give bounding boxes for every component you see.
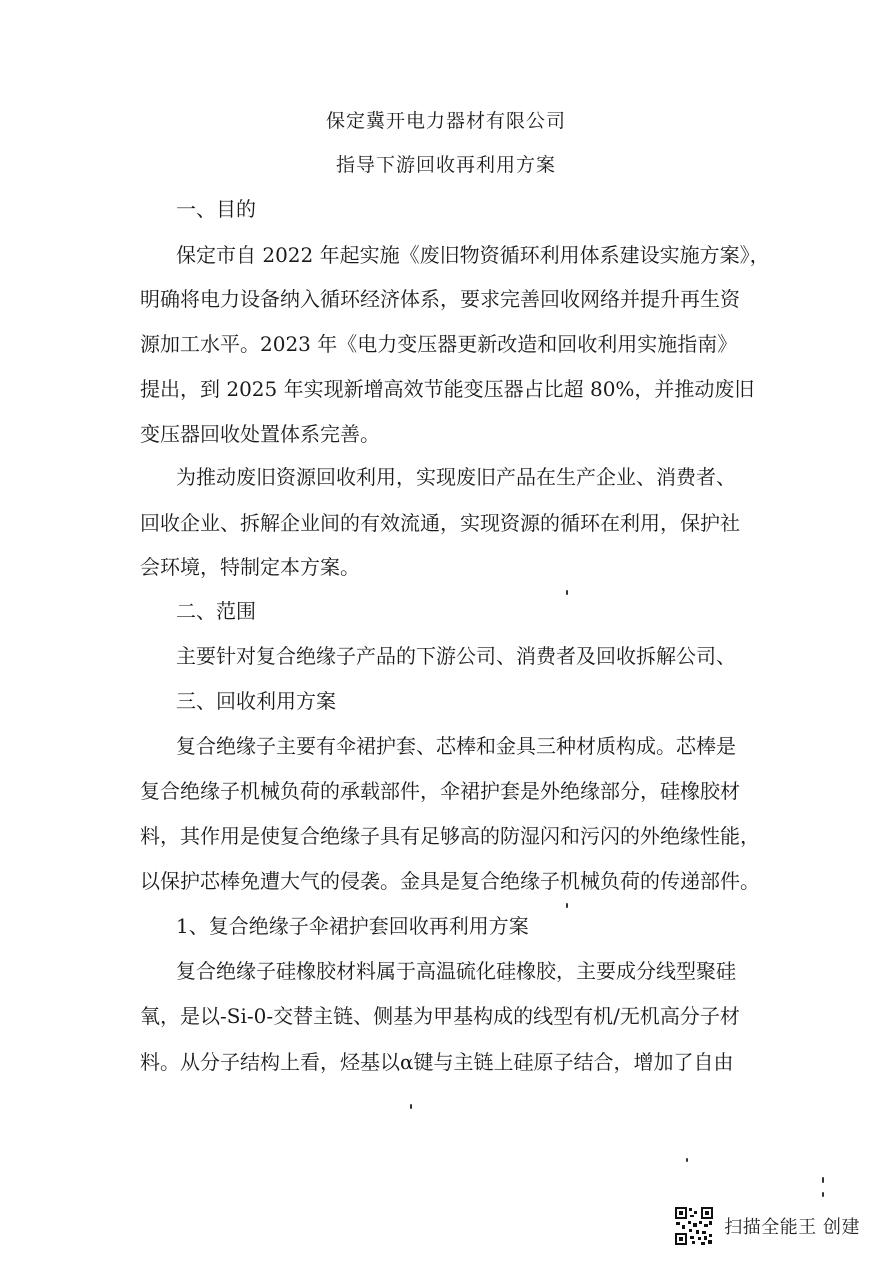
paragraph-line: 变压器回收处置体系完善。	[140, 422, 380, 446]
scan-speck	[686, 1158, 688, 1162]
subsection-heading: 1、复合绝缘子伞裙护套回收再利用方案	[176, 914, 529, 938]
scan-speck	[566, 903, 568, 908]
document-title-company: 保定冀开电力器材有限公司	[325, 110, 566, 132]
qr-code-icon	[674, 1206, 714, 1246]
scan-speck	[822, 1177, 824, 1183]
paragraph-line: 料。从分子结构上看，烃基以α键与主链上硅原子结合，增加了自由	[140, 1050, 734, 1074]
scan-speck	[410, 1104, 412, 1109]
scanner-watermark	[674, 1205, 860, 1247]
scan-speck	[566, 590, 568, 595]
paragraph-line: 复合绝缘子机械负荷的承载部件，伞裙护套是外绝缘部分，硅橡胶材	[140, 779, 740, 803]
paragraph-line: 明确将电力设备纳入循环经济体系，要求完善回收网络并提升再生资	[140, 287, 740, 311]
section-heading-purpose: 一、目的	[176, 197, 256, 221]
section-heading-recycling-plan: 三、回收利用方案	[176, 689, 336, 713]
section-heading-scope: 二、范围	[176, 599, 256, 623]
paragraph-line: 回收企业、拆解企业间的有效流通，实现资源的循环在利用，保护社	[140, 511, 740, 535]
paragraph-line: 料，其作用是使复合绝缘子具有足够高的防湿闪和污闪的外绝缘性能，	[140, 824, 760, 848]
paragraph-line: 提出，到 2025 年实现新增高效节能变压器占比超 80%，并推动废旧	[140, 377, 755, 401]
paragraph-line: 会环境，特制定本方案。	[140, 555, 360, 579]
paragraph-line: 源加工水平。2023 年《电力变压器更新改造和回收利用实施指南》	[140, 332, 738, 356]
paragraph-line: 保定市自 2022 年起实施《废旧物资循环利用体系建设实施方案》，	[176, 243, 770, 267]
paragraph-line: 复合绝缘子硅橡胶材料属于高温硫化硅橡胶，主要成分线型聚硅	[176, 959, 736, 983]
paragraph-line: 复合绝缘子主要有伞裙护套、芯棒和金具三种材质构成。芯棒是	[176, 734, 736, 758]
document-title-plan: 指导下游回收再利用方案	[335, 154, 556, 176]
paragraph-line: 主要针对复合绝缘子产品的下游公司、消费者及回收拆解公司、	[176, 644, 736, 668]
paragraph-line: 为推动废旧资源回收利用，实现废旧产品在生产企业、消费者、	[176, 465, 736, 489]
paragraph-line: 以保护芯棒免遭大气的侵袭。金具是复合绝缘子机械负荷的传递部件。	[140, 869, 760, 893]
scan-speck	[822, 1192, 824, 1197]
watermark-text: 扫描全能王 创建	[724, 1217, 860, 1238]
paragraph-line: 氧，是以-Si-0-交替主链、侧基为甲基构成的线型有机/无机高分子材	[140, 1004, 740, 1028]
